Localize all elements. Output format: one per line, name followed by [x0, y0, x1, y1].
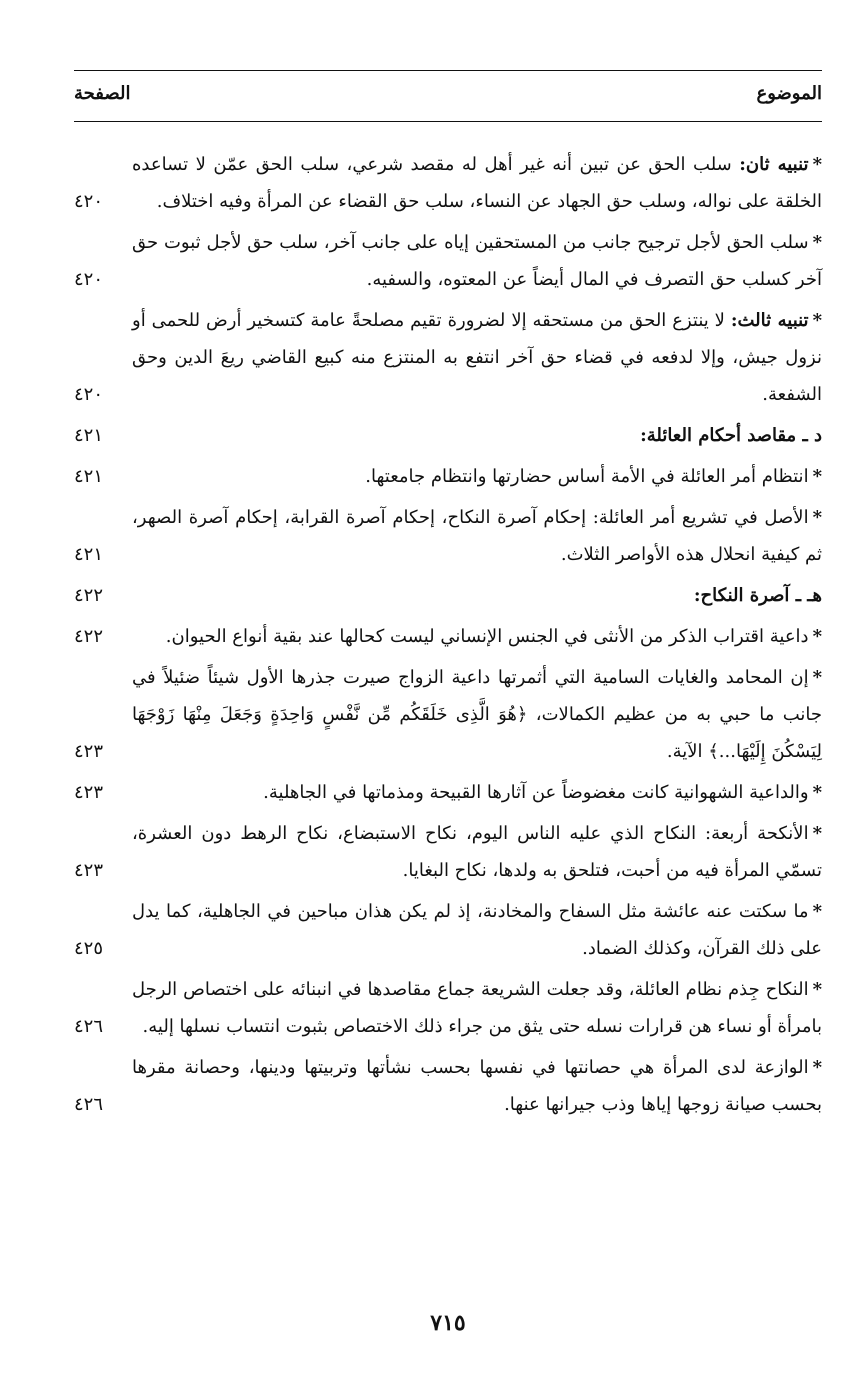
entry-page-number: ٤٢٣: [74, 782, 104, 803]
entry-page-number: ٤٢٠: [74, 269, 104, 290]
entry-page-number: ٤٢٠: [74, 191, 104, 212]
index-entry: [74, 302, 822, 413]
page-column-label: الصفحة: [74, 83, 131, 104]
entry-page-number: ٤٢٣: [74, 860, 104, 881]
index-entry: [74, 146, 822, 220]
entry-text: [132, 499, 822, 573]
bullet-asterisk: *: [812, 782, 822, 803]
index-entry: [74, 224, 822, 298]
entry-page-number: ٤٢٦: [74, 1016, 104, 1037]
entry-text: [132, 659, 822, 770]
entry-page-number: ٤٢٠: [74, 384, 104, 405]
index-entry: [74, 1049, 822, 1123]
bullet-asterisk: *: [812, 507, 822, 528]
entry-page-number: ٤٢٦: [74, 1094, 104, 1115]
bullet-asterisk: *: [812, 1057, 822, 1078]
entry-page-number: ٤٢٢: [74, 585, 104, 606]
index-entry: [74, 774, 822, 811]
entry-text: [132, 1049, 822, 1123]
table-header: [74, 70, 822, 122]
entry-body: الأصل في تشريع أمر العائلة: إحكام آصرة النكاح، إحكام آصرة القرابة، إحكام آصرة الصهر، ثم كيفية انحلال هذه الأواصر الثلاث.: [132, 507, 822, 565]
bullet-asterisk: *: [812, 901, 822, 922]
entry-body: سلب الحق لأجل ترجيح جانب من المستحقين إياه على جانب آخر، سلب حق لأجل ثبوت حق آخر كسلب حق التصرف في المال أيضاً عن المعتوه، والسفيه.: [132, 232, 822, 290]
section-heading-row: [74, 417, 822, 454]
index-entry: [74, 815, 822, 889]
bullet-asterisk: *: [812, 232, 822, 253]
entry-lead: تنبيه ثان:: [739, 154, 809, 175]
entry-page-number: ٤٢٣: [74, 741, 104, 762]
entry-body: سلب الحق عن تبين أنه غير أهل له مقصد شرعي، سلب الحق عمّن لا تساعده الخلقة على نواله، وسلب حق الجهاد عن النساء، سلب حق القضاء عن المرأة وفيه اختلاف.: [132, 154, 822, 212]
bullet-asterisk: *: [812, 466, 822, 487]
bullet-asterisk: *: [812, 626, 822, 647]
bullet-asterisk: *: [812, 154, 822, 175]
entry-text: [132, 971, 822, 1045]
index-entries: [74, 146, 822, 1127]
entry-body: الوازعة لدى المرأة هي حصانتها في نفسها بحسب نشأتها وتربيتها ودينها، وحصانة مقرها بحسب صيانة زوجها إياها وذب جيرانها عنها.: [132, 1057, 822, 1115]
entry-text: [132, 893, 822, 967]
bullet-asterisk: *: [812, 667, 822, 688]
index-entry: [74, 893, 822, 967]
entry-body: انتظام أمر العائلة في الأمة أساس حضارتها وانتظام جامعتها.: [365, 466, 809, 487]
index-entry: [74, 458, 822, 495]
index-entry: [74, 659, 822, 770]
entry-body: الأنكحة أربعة: النكاح الذي عليه الناس اليوم، نكاح الاستبضاع، نكاح الرهط دون العشرة، تسمّي المرأة فيه من أحبت، فتلحق به ولدها، نكاح البغايا.: [132, 823, 822, 881]
entry-text: [132, 302, 822, 413]
entry-text: [132, 774, 822, 811]
index-entry: [74, 971, 822, 1045]
bullet-asterisk: *: [812, 823, 822, 844]
entry-text: [132, 458, 822, 495]
entry-page-number: ٤٢٥: [74, 938, 104, 959]
entry-lead: تنبيه ثالث:: [730, 310, 809, 331]
entry-text: [132, 815, 822, 889]
section-heading: د ـ مقاصد أحكام العائلة:: [640, 425, 822, 446]
entry-page-number: ٤٢١: [74, 425, 104, 446]
entry-text: [132, 146, 822, 220]
entry-body: النكاح جِذم نظام العائلة، وقد جعلت الشريعة جماع مقاصدها في انبنائه على اختصاص الرجل بامرأة أو نساء هن قرارات نسله حتى يثق من جراء ذلك الاختصاص بثبوت انتساب نسلها إليه.: [132, 979, 822, 1037]
index-entry: [74, 618, 822, 655]
page-number: ٧١٥: [430, 1310, 466, 1336]
entry-body: داعية اقتراب الذكر من الأنثى في الجنس الإنساني ليست كحالها عند بقية أنواع الحيوان.: [165, 626, 809, 647]
index-entry: [74, 499, 822, 573]
entry-text: [132, 577, 822, 614]
entry-body: إن المحامد والغايات السامية التي أثمرتها داعية الزواج صيرت جذرها الأول شيئاً ضئيلاً في جانب ما حبي به من عظيم الكمالات، ﴿هُوَ الَّذِى خَلَقَكُم مِّن نَّفْسٍ وَاحِدَةٍ وَجَعَلَ مِنْهَا زَوْجَهَا لِيَسْكُنَ إِلَيْهَا...﴾ الآية.: [132, 667, 822, 762]
entry-body: لا ينتزع الحق من مستحقه إلا لضرورة تقيم مصلحةً عامة كتسخير أرض للحمى أو نزول جيش، وإلا لدفعه في قضاء حق آخر انتفع به المنتزع منه كبيع القاضي ريعَ الدين وحق الشفعة.: [132, 310, 822, 405]
bullet-asterisk: *: [812, 310, 822, 331]
topic-column-label: الموضوع: [756, 83, 822, 104]
entry-body: ما سكتت عنه عائشة مثل السفاح والمخادنة، إذ لم يكن هذان مباحين في الجاهلية، كما يدل على ذلك القرآن، وكذلك الضماد.: [132, 901, 822, 959]
section-heading-row: [74, 577, 822, 614]
index-page: [74, 70, 822, 1370]
entry-body: والداعية الشهوانية كانت مغضوضاً عن آثارها القبيحة ومذماتها في الجاهلية.: [263, 782, 809, 803]
entry-page-number: ٤٢١: [74, 466, 104, 487]
entry-text: [132, 417, 822, 454]
entry-text: [132, 224, 822, 298]
section-heading: هـ ـ آصرة النكاح:: [693, 585, 822, 606]
entry-page-number: ٤٢٢: [74, 626, 104, 647]
bullet-asterisk: *: [812, 979, 822, 1000]
entry-page-number: ٤٢١: [74, 544, 104, 565]
entry-text: [132, 618, 822, 655]
